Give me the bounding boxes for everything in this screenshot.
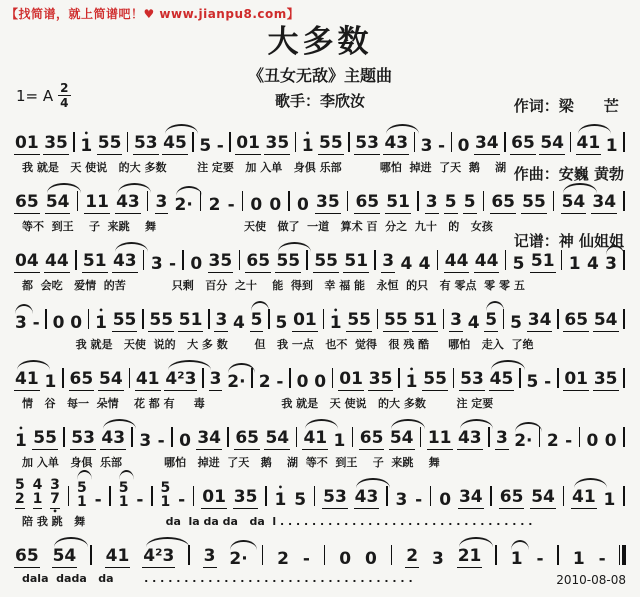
barline <box>129 368 131 388</box>
note: 55 <box>319 133 343 153</box>
note: 35 <box>233 487 258 507</box>
note: 3 <box>450 310 462 330</box>
score-line-4 <box>14 305 626 352</box>
note: 2 <box>208 195 221 215</box>
barline <box>332 368 334 388</box>
note: 3 <box>203 546 216 566</box>
barline <box>391 545 393 565</box>
barline <box>443 309 445 329</box>
barline <box>352 427 354 447</box>
dash: - <box>544 372 552 392</box>
note: 01 <box>339 369 363 389</box>
note: 5 <box>294 490 307 510</box>
note: 2 <box>406 546 419 566</box>
note: 35 <box>44 133 68 153</box>
note: 54 <box>593 310 618 330</box>
note: 43 <box>457 428 482 448</box>
lyrics-row: 陪 我 跳 舞 da la da da da l . . . . . . . . . . . . . . . . . . . . . . . . . . . . . . . . <box>22 515 533 528</box>
barline <box>88 309 90 329</box>
barline <box>420 427 422 447</box>
barline <box>208 309 210 329</box>
note: 34 <box>474 133 499 153</box>
barline <box>143 250 145 270</box>
note: 41 <box>105 546 130 566</box>
barline <box>147 191 149 211</box>
note: 51 <box>344 251 369 271</box>
note: 54 <box>531 487 555 507</box>
dash: - <box>157 431 165 451</box>
note: 0 <box>365 549 377 569</box>
note: 3 <box>209 369 222 389</box>
note: 11 <box>427 428 452 448</box>
note: 2· <box>174 195 193 215</box>
barline <box>377 309 379 329</box>
note: 3 <box>495 428 508 448</box>
note: 53 <box>355 133 379 153</box>
barline <box>182 250 184 270</box>
note: 34 <box>527 310 552 330</box>
lyrics-row: 我 就是 天 使说 的大 多数 注 定要 加 入单 身俱 乐部 哪怕 掉进 了天 鹅 湖 <box>22 161 507 174</box>
barline <box>437 250 439 270</box>
note: 55 <box>112 310 137 330</box>
note: 4 <box>233 313 245 333</box>
lyrics-row: dala dada da . . . . . . . . . . . . . . . . . . . . . . . . . . . . . . . . . . <box>22 572 413 585</box>
barline <box>192 132 194 152</box>
time-signature-numerator: 2 <box>60 81 69 95</box>
note: 53 <box>133 133 158 153</box>
note: 0 <box>457 136 470 156</box>
note: • 1 <box>329 315 343 332</box>
lyrics-row: 等不 到王 子 来跳 舞 天使 做了 一道 算术 百 分之 九十 的 女孩 <box>22 220 493 233</box>
note: 0 <box>339 549 352 569</box>
note: 55 <box>33 428 57 448</box>
note: 34 <box>197 428 221 448</box>
dash: - <box>415 490 423 510</box>
note: 54 <box>561 192 586 212</box>
note: 0 <box>269 195 282 215</box>
note: 5 <box>510 313 522 333</box>
barline <box>202 368 204 388</box>
barline <box>288 191 290 211</box>
note: 1 <box>44 372 57 392</box>
dash: - <box>598 549 606 569</box>
note: 55 <box>423 369 447 389</box>
note: 65 <box>15 192 39 212</box>
barline <box>75 250 77 270</box>
note: 51 <box>82 251 107 271</box>
barline <box>265 486 267 506</box>
note: 51 <box>413 310 438 330</box>
barline <box>295 132 297 152</box>
note: 65 <box>359 428 384 448</box>
barline <box>90 545 92 565</box>
score-line-7 <box>14 477 626 529</box>
credit-lyricist: 作词：梁 芒 <box>513 97 619 115</box>
barline <box>557 545 559 565</box>
barline <box>242 191 244 211</box>
note: 21 <box>457 546 482 566</box>
note: 1 <box>605 136 618 156</box>
note: 04 <box>15 251 39 271</box>
note: 0 <box>314 372 327 392</box>
dash: - <box>94 490 102 510</box>
note: 55 <box>314 251 339 271</box>
note: 41 <box>15 369 39 389</box>
note: 44 <box>444 251 469 271</box>
note: 43 <box>101 428 126 448</box>
note: 34 <box>592 192 617 212</box>
note: 65 <box>15 546 39 566</box>
score-line-8 <box>14 541 626 585</box>
note: 3 <box>431 549 444 569</box>
barline <box>347 191 349 211</box>
note: 2 <box>277 549 289 569</box>
barline <box>451 132 453 152</box>
note: 41 <box>572 487 596 507</box>
barline <box>414 132 416 152</box>
note: 5 <box>526 372 539 392</box>
song-title: 大多数 <box>267 24 373 60</box>
notes-row <box>14 477 626 510</box>
barline <box>563 486 565 506</box>
final-barline <box>619 545 626 565</box>
note: 54 <box>52 546 77 566</box>
barline <box>623 427 625 447</box>
lyrics-row: 都 会吃 爱情 的苦 只剩 百分 之十 能 得到 幸 福 能 永恒 的只 有 零点 零 零 五 <box>22 279 525 292</box>
note: 2· <box>229 549 248 569</box>
note: 43 <box>384 133 409 153</box>
barline <box>488 427 490 447</box>
note: 5 1 <box>77 480 87 510</box>
note: 53 <box>460 369 484 389</box>
note: 5 <box>444 192 457 212</box>
barline <box>77 191 79 211</box>
note: 5 1 <box>118 480 129 510</box>
note: 3 <box>605 254 617 274</box>
note: 54 <box>389 428 414 448</box>
site-banner-link[interactable]: 【找简谱，就上简谱吧！♥ www.jianpu8.com】 <box>6 7 300 21</box>
barline <box>127 132 129 152</box>
barline <box>503 309 505 329</box>
score-line-6 <box>14 423 626 470</box>
note: 43 <box>116 192 140 212</box>
note: 3 7 • <box>49 478 61 509</box>
note: 3 <box>420 136 433 156</box>
song-subtitle: 《丑女无敌》主题曲 <box>247 65 392 85</box>
note: 01 <box>15 133 39 153</box>
note: 3 <box>425 192 438 212</box>
note: 1 <box>510 549 523 569</box>
note: 65 <box>235 428 260 448</box>
barline <box>386 486 388 506</box>
dash: - <box>178 490 186 510</box>
dash: - <box>227 195 235 215</box>
barline <box>430 486 432 506</box>
note: 1 <box>568 254 581 274</box>
note: 0 <box>179 431 191 451</box>
note: 54 <box>540 133 565 153</box>
note: 4 <box>586 254 599 274</box>
note: 35 <box>368 369 393 389</box>
note: 3 <box>382 251 395 271</box>
barline <box>131 427 133 447</box>
note: 4 <box>418 254 431 274</box>
dash: - <box>276 372 284 392</box>
note: 35 <box>208 251 233 271</box>
note: 5 <box>485 310 498 330</box>
note: 2 <box>546 431 559 451</box>
barline <box>289 368 291 388</box>
barline <box>348 132 350 152</box>
barline <box>188 545 190 565</box>
note: 0 <box>70 313 83 333</box>
note: 0 <box>439 490 452 510</box>
note: 1 <box>572 549 585 569</box>
barline <box>314 486 316 506</box>
note: 2· <box>227 372 246 392</box>
key-signature <box>16 82 71 109</box>
note: 35 <box>265 133 290 153</box>
barline <box>323 309 325 329</box>
barline <box>239 250 241 270</box>
note: 54 <box>45 192 70 212</box>
note: 45 <box>163 133 187 153</box>
note: 51 <box>178 310 203 330</box>
note: • 1 <box>14 433 28 450</box>
note: 1 <box>333 431 346 451</box>
note: 1 <box>603 490 616 510</box>
note: 0 <box>296 372 309 392</box>
note: 01 <box>564 369 588 389</box>
barline <box>623 309 625 329</box>
barline <box>623 368 625 388</box>
note: 3 <box>215 310 228 330</box>
note: • 1 <box>79 138 93 155</box>
note: 01 <box>202 487 226 507</box>
barline <box>63 427 65 447</box>
note: 65 <box>564 310 589 330</box>
note: 5 <box>250 310 263 330</box>
note: 55 <box>276 251 301 271</box>
barline <box>623 486 625 506</box>
notes-row <box>14 541 626 568</box>
score <box>14 128 626 585</box>
note: 41 <box>303 428 328 448</box>
note: 0 <box>604 431 617 451</box>
note: 55 <box>149 310 174 330</box>
note: 11 <box>85 192 109 212</box>
note: 45 <box>489 369 514 389</box>
barline <box>68 486 70 506</box>
barline <box>45 309 47 329</box>
note: 44 <box>45 251 69 271</box>
note: 54 <box>265 428 290 448</box>
note: 3 <box>150 254 163 274</box>
barline <box>505 250 507 270</box>
note: 4²3 <box>165 369 197 389</box>
note: 5 1 <box>160 480 171 510</box>
note: 41 <box>135 369 160 389</box>
barline <box>262 545 264 565</box>
score-line-5 <box>14 364 626 411</box>
barline <box>151 486 153 506</box>
note: 5 2 <box>15 477 25 507</box>
barline <box>62 368 64 388</box>
barline <box>324 545 326 565</box>
dash: - <box>136 490 144 510</box>
time-signature-denominator: 4 <box>60 96 69 110</box>
note: 34 <box>458 487 483 507</box>
note: 65 <box>355 192 380 212</box>
note: 65 <box>511 133 535 153</box>
note: 54 <box>99 369 123 389</box>
note: 0 <box>297 195 309 215</box>
time-signature <box>58 82 70 109</box>
note: • 1 <box>301 138 315 155</box>
dash: - <box>169 254 177 274</box>
dash: - <box>32 313 40 333</box>
barline <box>227 427 229 447</box>
barline <box>171 427 173 447</box>
credit-transcriber: 记谱：神 仙姐姐 <box>513 232 624 250</box>
note: 53 <box>71 428 95 448</box>
note: 65 <box>69 369 94 389</box>
barline <box>495 545 497 565</box>
barline <box>229 132 231 152</box>
note: 5 <box>275 313 288 333</box>
barline <box>73 132 75 152</box>
barline <box>557 368 559 388</box>
note: 3 <box>15 313 27 333</box>
dash: - <box>216 136 224 156</box>
lyrics-row: 我 就是 天使 说的 大 多 数 但 我 一点 也不 觉得 很 残 酷 哪怕 走入 了绝 <box>22 338 534 351</box>
barline <box>296 427 298 447</box>
note: 41 <box>576 133 601 153</box>
barline <box>519 368 521 388</box>
dash: - <box>302 549 310 569</box>
barline <box>109 486 111 506</box>
credit-composer: 作曲：安巍 黄勃 <box>513 164 624 183</box>
key-label: 1= A <box>16 86 54 105</box>
note: 35 <box>593 369 618 389</box>
note: 5 <box>199 136 212 156</box>
note: • 1 <box>94 315 108 332</box>
note: 53 <box>323 487 347 507</box>
note: 3 <box>155 192 168 212</box>
dash: - <box>438 136 446 156</box>
barline <box>490 486 492 506</box>
note: 44 <box>474 251 499 271</box>
note: 2 <box>258 372 271 392</box>
note: 43 <box>354 487 379 507</box>
date-stamp: 2010-08-08 <box>556 573 626 587</box>
barline <box>483 191 485 211</box>
barline <box>417 191 419 211</box>
note: 55 <box>522 192 546 212</box>
notes-row <box>14 423 626 450</box>
barline <box>193 486 195 506</box>
note: 43 <box>112 251 137 271</box>
note: 4 1 <box>32 477 43 507</box>
barline <box>557 309 559 329</box>
notes-row <box>14 305 626 332</box>
note: 0 <box>52 313 65 333</box>
note: • 1 <box>405 374 419 391</box>
note: 55 <box>97 133 122 153</box>
note: 0 <box>586 431 599 451</box>
note: 3 <box>395 490 408 510</box>
barline <box>453 368 455 388</box>
lyrics-row: 情 谷 每一 朵情 花 都 有 毒 我 就是 天 使说 的大 多数 注 定要 <box>22 397 494 410</box>
note: 65 <box>246 251 271 271</box>
singer-line: 歌手：李欣汝 <box>274 91 365 110</box>
note: 01 <box>236 133 260 153</box>
note: 0 <box>250 195 263 215</box>
note: 51 <box>530 251 555 271</box>
dash: - <box>565 431 573 451</box>
note: 55 <box>384 310 408 330</box>
note: 5 <box>512 254 525 274</box>
barline <box>504 132 506 152</box>
note: • 1 <box>274 492 288 509</box>
note: 4²3 <box>143 546 175 566</box>
barline <box>374 250 376 270</box>
lyrics-row: 加 入单 身俱 乐部 哪怕 掉进 了天 鹅 湖 等不 到王 子 来跳 舞 <box>22 456 440 469</box>
note: 4 <box>400 254 413 274</box>
notes-row <box>14 364 626 391</box>
barline <box>579 427 581 447</box>
note: 4 <box>467 313 480 333</box>
notes-row <box>14 128 626 155</box>
note: 65 <box>499 487 524 507</box>
note: 3 <box>139 431 152 451</box>
notes-row <box>14 187 626 214</box>
note: 35 <box>316 192 340 212</box>
barline <box>142 309 144 329</box>
note: 0 <box>190 254 203 274</box>
notes-row <box>14 246 626 273</box>
note: 2· <box>514 431 533 451</box>
note: 5 <box>463 192 476 212</box>
note: 55 <box>347 310 372 330</box>
barline <box>268 309 270 329</box>
note: 65 <box>491 192 515 212</box>
note: 51 <box>386 192 410 212</box>
barline <box>306 250 308 270</box>
barline <box>398 368 400 388</box>
dash: - <box>536 549 544 569</box>
note: 01 <box>293 310 317 330</box>
